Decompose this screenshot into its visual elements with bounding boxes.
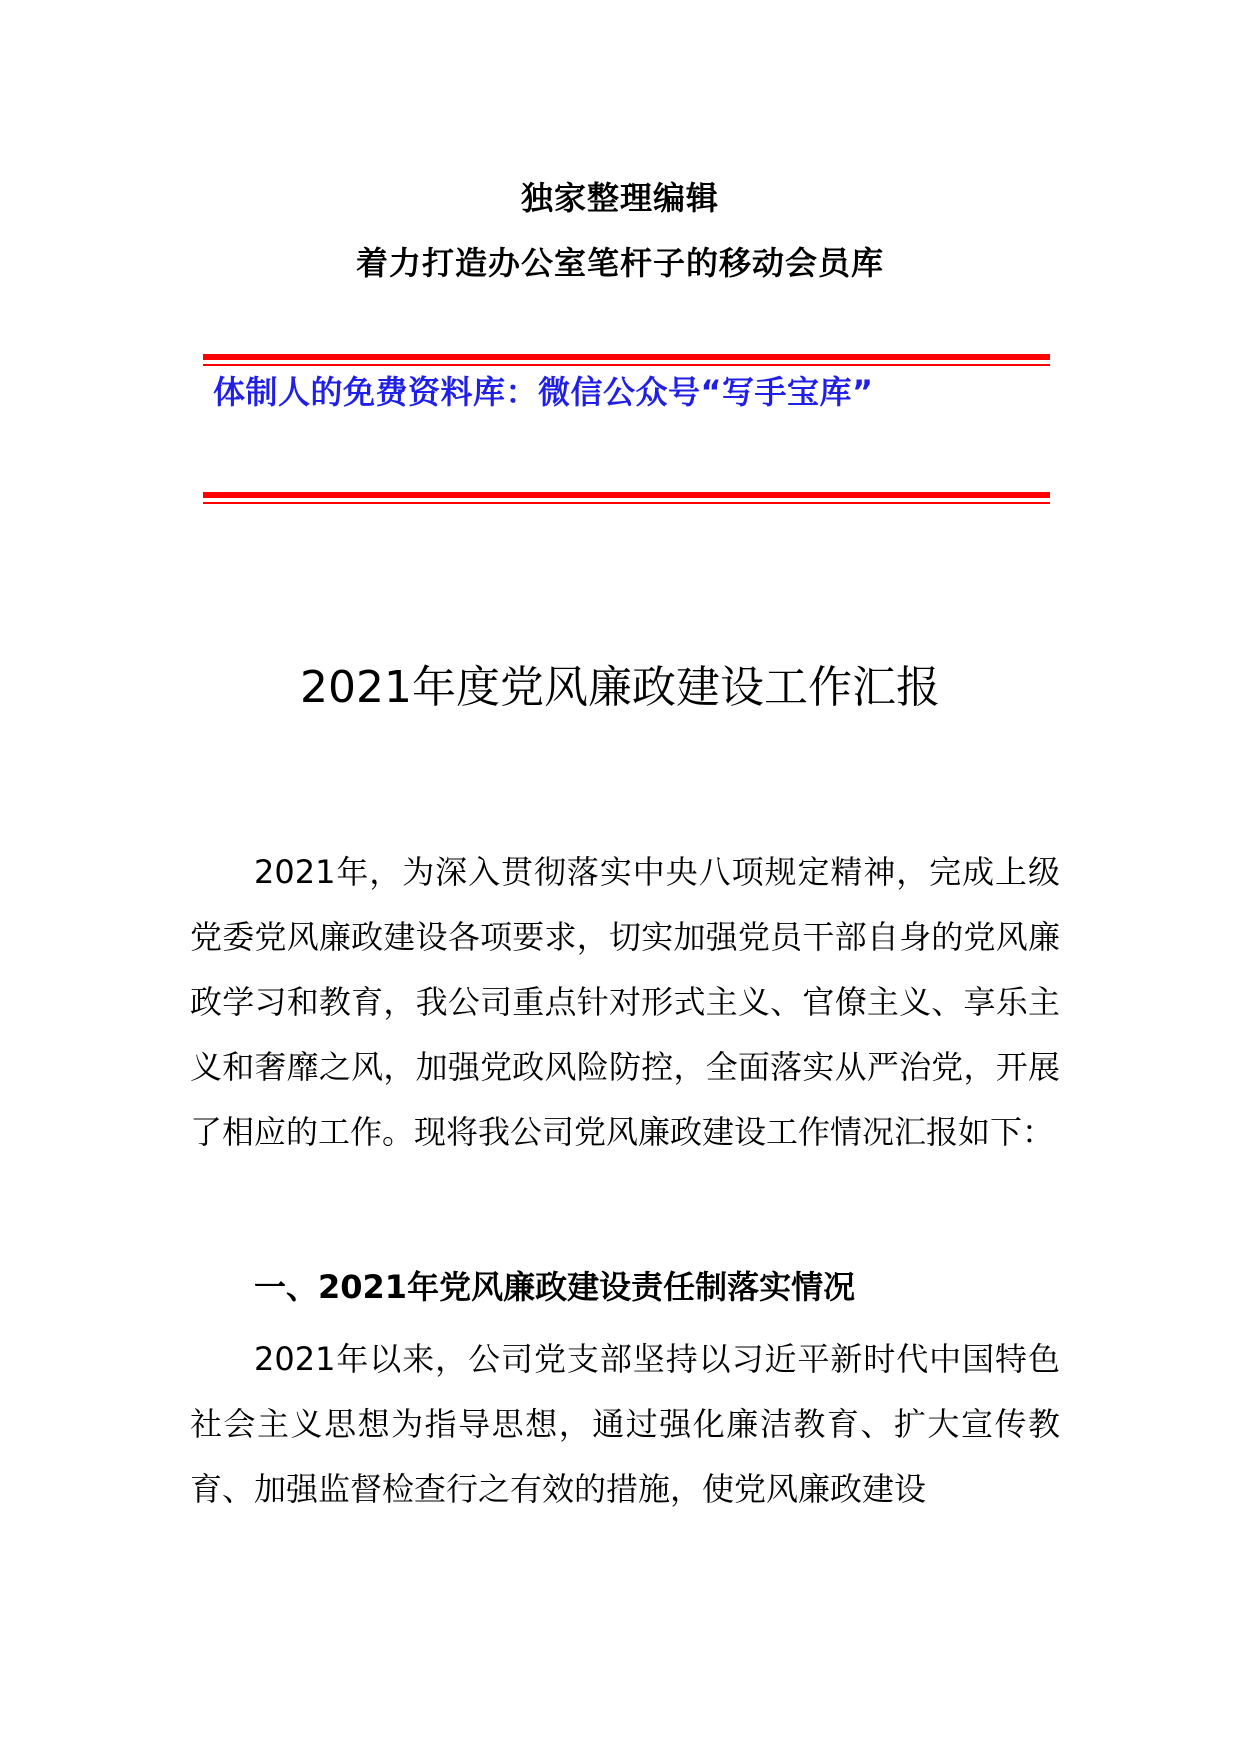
top-divider-thick [203, 354, 1050, 360]
body-paragraph-2: 2021年以来，公司党支部坚持以习近平新时代中国特色社会主义思想为指导思想，通过强化廉洁教育、扩大宣传教育、加强监督检查行之有效的措施，使党风廉政建设 [190, 1340, 1060, 1508]
body-paragraph-1: 2021年，为深入贯彻落实中央八项规定精神，完成上级党委党风廉政建设各项要求，切实加强党员干部自身的党风廉政学习和教育，我公司重点针对形式主义、官僚主义、享乐主义和奢靡之风，加强党政风险防控，全面落实从严治党，开展了相应的工作。现将我公司党风廉政建设工作情况汇报如下： [190, 853, 1060, 1151]
header-line-2: 着力打造办公室笔杆子的移动会员库 [355, 244, 884, 282]
bottom-divider-thin [203, 502, 1050, 504]
section-heading-1: 一、2021年党风廉政建设责任制落实情况 [254, 1268, 856, 1306]
header-line-1: 独家整理编辑 [520, 179, 719, 217]
document-title: 2021年度党风廉政建设工作汇报 [300, 662, 940, 713]
banner-text: 体制人的免费资料库：微信公众号“写手宝库” [213, 373, 874, 411]
bottom-divider-thick [203, 492, 1050, 498]
top-divider-thin [203, 364, 1050, 366]
